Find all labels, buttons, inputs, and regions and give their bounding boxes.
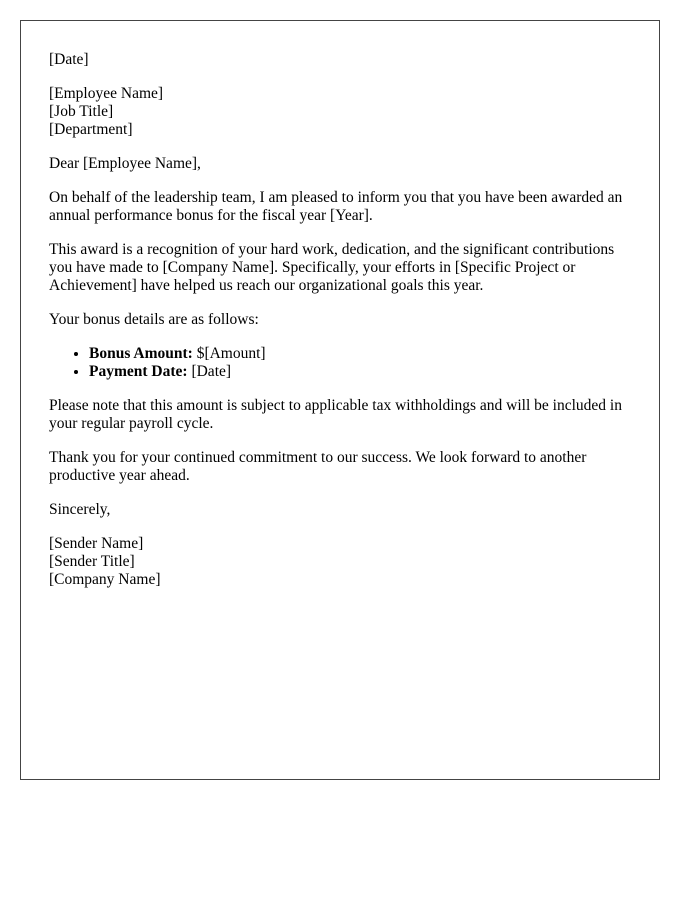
- letter-date: [Date]: [49, 51, 89, 68]
- payment-date-label: Payment Date:: [89, 363, 188, 380]
- paragraph-details-intro: Your bonus details are as follows:: [49, 311, 259, 328]
- bonus-amount-label: Bonus Amount:: [89, 345, 193, 362]
- letter-page: [20, 20, 660, 780]
- recipient-department: [Department]: [49, 121, 133, 138]
- recipient-name: [Employee Name]: [49, 85, 164, 102]
- paragraph-award-announcement: On behalf of the leadership team, I am pleased to inform you that you have been awarded an annual performance bonus for the fiscal year [Year].: [49, 189, 623, 224]
- paragraph-recognition: This award is a recognition of your hard work, dedication, and the significant contributions you have made to [Company Name]. Specifically, your efforts in [Specific Project or Achievement] have helped us reach our organizational goals this year.: [49, 241, 615, 294]
- bonus-amount-item: [89, 345, 631, 363]
- recipient-job-title: [Job Title]: [49, 103, 114, 120]
- payment-date-value: [Date]: [191, 363, 232, 380]
- recipient-block: [49, 85, 631, 139]
- paragraph-tax-note: Please note that this amount is subject to applicable tax withholdings and will be included in your regular payroll cycle.: [49, 397, 622, 432]
- salutation: Dear [Employee Name],: [49, 155, 201, 172]
- paragraph-thank-you: Thank you for your continued commitment to our success. We look forward to another productive year ahead.: [49, 449, 587, 484]
- sign-off: Sincerely,: [49, 501, 111, 518]
- sender-title: [Sender Title]: [49, 553, 135, 570]
- sender-company: [Company Name]: [49, 571, 161, 588]
- sender-name: [Sender Name]: [49, 535, 144, 552]
- sender-block: [49, 535, 631, 589]
- payment-date-item: [89, 363, 631, 381]
- bonus-amount-value: $[Amount]: [196, 345, 266, 362]
- bonus-details-list: [49, 345, 631, 381]
